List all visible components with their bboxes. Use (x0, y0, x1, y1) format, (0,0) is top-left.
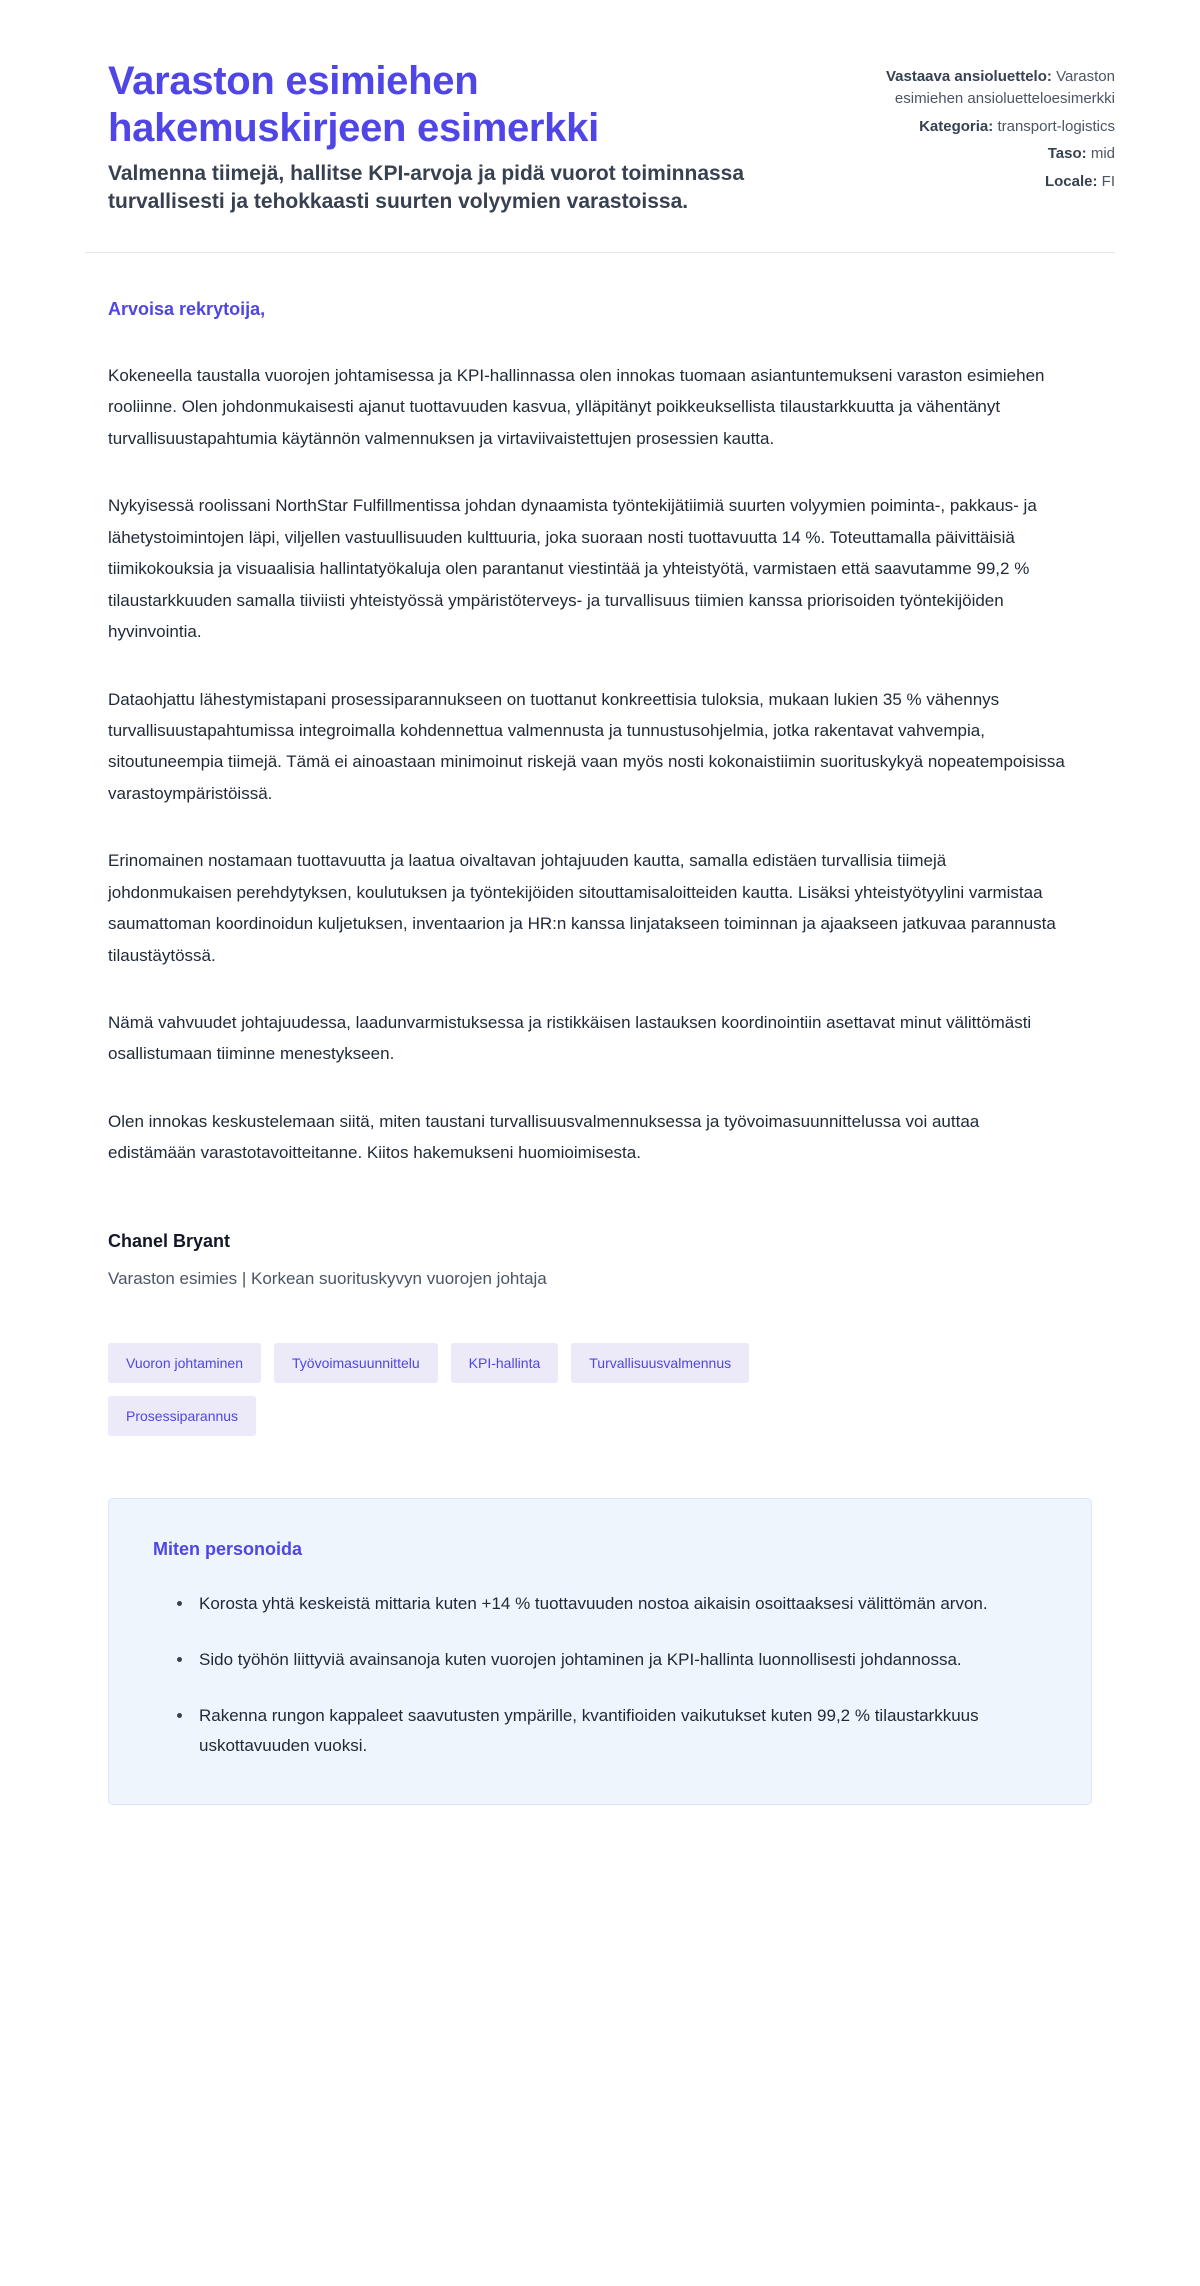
signer-role: Varaston esimies | Korkean suorituskyvyn vuorojen johtaja (108, 1268, 547, 1288)
body-paragraph: Dataohjattu lähestymistapani prosessiparannukseen on tuottanut konkreettisia tuloksia, mukaan lukien 35 % vähennys turvallisuustapahtumissa integroimalla kohdennettua valmennusta ja tunnustusohjelmia, jotka rakentavat vahvempia, sitoutuneempia tiimejä. Tämä ei ainoastaan minimoinut riskejä vaan myös nosti kokonaistiimin suorituskykyä nopeatempoisissa varastoympäristöissä. (108, 689, 1065, 803)
meta-label-locale: Locale: (1044, 173, 1098, 190)
meta-row-category (815, 116, 1115, 138)
cover-letter-body (0, 253, 1200, 1169)
page-title: Varaston esimiehen hakemuskirjeen esimerkki (108, 59, 599, 150)
skill-tag-list (0, 1291, 960, 1436)
meta-label-category: Kategoria: (919, 117, 994, 135)
meta-label-level: Taso: (1047, 145, 1087, 163)
body-paragraph: Erinomainen nostamaan tuottavuutta ja laatua oivaltavan johtajuuden kautta, samalla edistäen turvallisia tiimejä johdonmukaisen perehdytyksen, koulutuksen ja työntekijöiden sitouttamisaloitteiden kautta. Lisäksi yhteistyötyylini varmistaa saumattoman koordinoidun kuljetuksen, inventaarion ja HR:n kanssa linjatakseen toiminnan ja ajaakseen jatkuvaa parannusta tilaustäytössä. (108, 851, 1056, 965)
body-paragraph: Nämä vahvuudet johtajuudessa, laadunvarmistuksessa ja ristikkäisen lastauksen koordinointiin asettavat minut välittömästi osallistumaan tiiminne menestykseen. (108, 1013, 1032, 1064)
document-metadata (815, 58, 1115, 195)
salutation: Arvoisa rekrytoija, (108, 298, 266, 319)
meta-value-level: mid (1090, 145, 1115, 163)
page-subtitle: Valmenna tiimejä, hallitse KPI-arvoja ja pidä vuorot toiminnassa turvallisesti ja tehokkaasti suurten volyymien varastoissa. (108, 161, 745, 213)
skill-tag[interactable]: Työvoimasuunnittelu (274, 1343, 438, 1383)
callout-title: Miten personoida (153, 1539, 303, 1560)
body-paragraph: Nykyisessä roolissani NorthStar Fulfillmentissa johdan dynaamista työntekijätiimiä suurten volyymien poiminta-, pakkaus- ja lähetystoimintojen läpi, viljellen vastuullisuuden kulttuuria, joka suoraan nosti tuottavuutta 14 %. Toteuttamalla päivittäisiä tiimikokouksia ja visuaalisia hallintatyökaluja olen parantanut viestintää ja yhteistyötä, varmistaen että saavutamme 99,2 % tilaustarkkuuden samalla tiiviisti yhteistyössä ympäristöterveys- ja turvallisuus tiimien kanssa priorisoiden työntekijöiden hyvinvointia. (108, 496, 1037, 642)
meta-value-related-resume: Varaston esimiehen ansioluetteloesimerkki (894, 68, 1115, 107)
page-bottom-spacer (0, 1805, 1200, 1915)
meta-value-locale: FI (1101, 173, 1115, 190)
meta-label-related-resume: Vastaava ansioluettelo: (885, 68, 1052, 85)
meta-row-related-resume (815, 66, 1115, 110)
how-to-personalize-callout (108, 1498, 1092, 1804)
meta-row-locale (815, 171, 1115, 193)
document-header (0, 0, 1200, 216)
skill-tag[interactable]: Prosessiparannus (108, 1396, 256, 1436)
callout-tip-item: Korosta yhtä keskeistä mittaria kuten +14 % tuottavuuden nostoa aikaisin osoittaaksesi välittömän arvon. (177, 1589, 1047, 1619)
meta-row-level (815, 143, 1115, 165)
skill-tag[interactable]: Vuoron johtaminen (108, 1343, 261, 1383)
signature-block (0, 1205, 1200, 1292)
callout-wrapper (0, 1436, 1200, 1804)
callout-tip-item: Rakenna rungon kappaleet saavutusten ympärille, kvantifioiden vaikutukset kuten 99,2 % tilaustarkkuus uskottavuuden vuoksi. (177, 1701, 1047, 1762)
header-title-block (108, 58, 775, 216)
signer-name: Chanel Bryant (108, 1230, 231, 1251)
meta-value-category: transport-logistics (997, 117, 1115, 135)
body-paragraph: Olen innokas keskustelemaan siitä, miten taustani turvallisuusvalmennuksessa ja työvoimasuunnittelussa voi auttaa edistämään varastotavoitteitanne. Kiitos hakemukseni huomioimisesta. (108, 1111, 980, 1163)
skill-tag[interactable]: KPI-hallinta (451, 1343, 559, 1383)
callout-tip-list (153, 1589, 1047, 1762)
callout-tip-item: Sido työhön liittyviä avainsanoja kuten vuorojen johtaminen ja KPI-hallinta luonnollisesti johdannossa. (177, 1645, 1047, 1675)
skill-tag[interactable]: Turvallisuusvalmennus (571, 1343, 749, 1383)
body-paragraph: Kokeneella taustalla vuorojen johtamisessa ja KPI-hallinnassa olen innokas tuomaan asiantuntemukseni varaston esimiehen rooliinne. Olen johdonmukaisesti ajanut tuottavuuden kasvua, ylläpitänyt poikkeuksellista tilaustarkkuutta ja vähentänyt turvallisuustapahtumia käytännön valmennuksen ja virtaviivaistettujen prosessien kautta. (108, 366, 1045, 448)
